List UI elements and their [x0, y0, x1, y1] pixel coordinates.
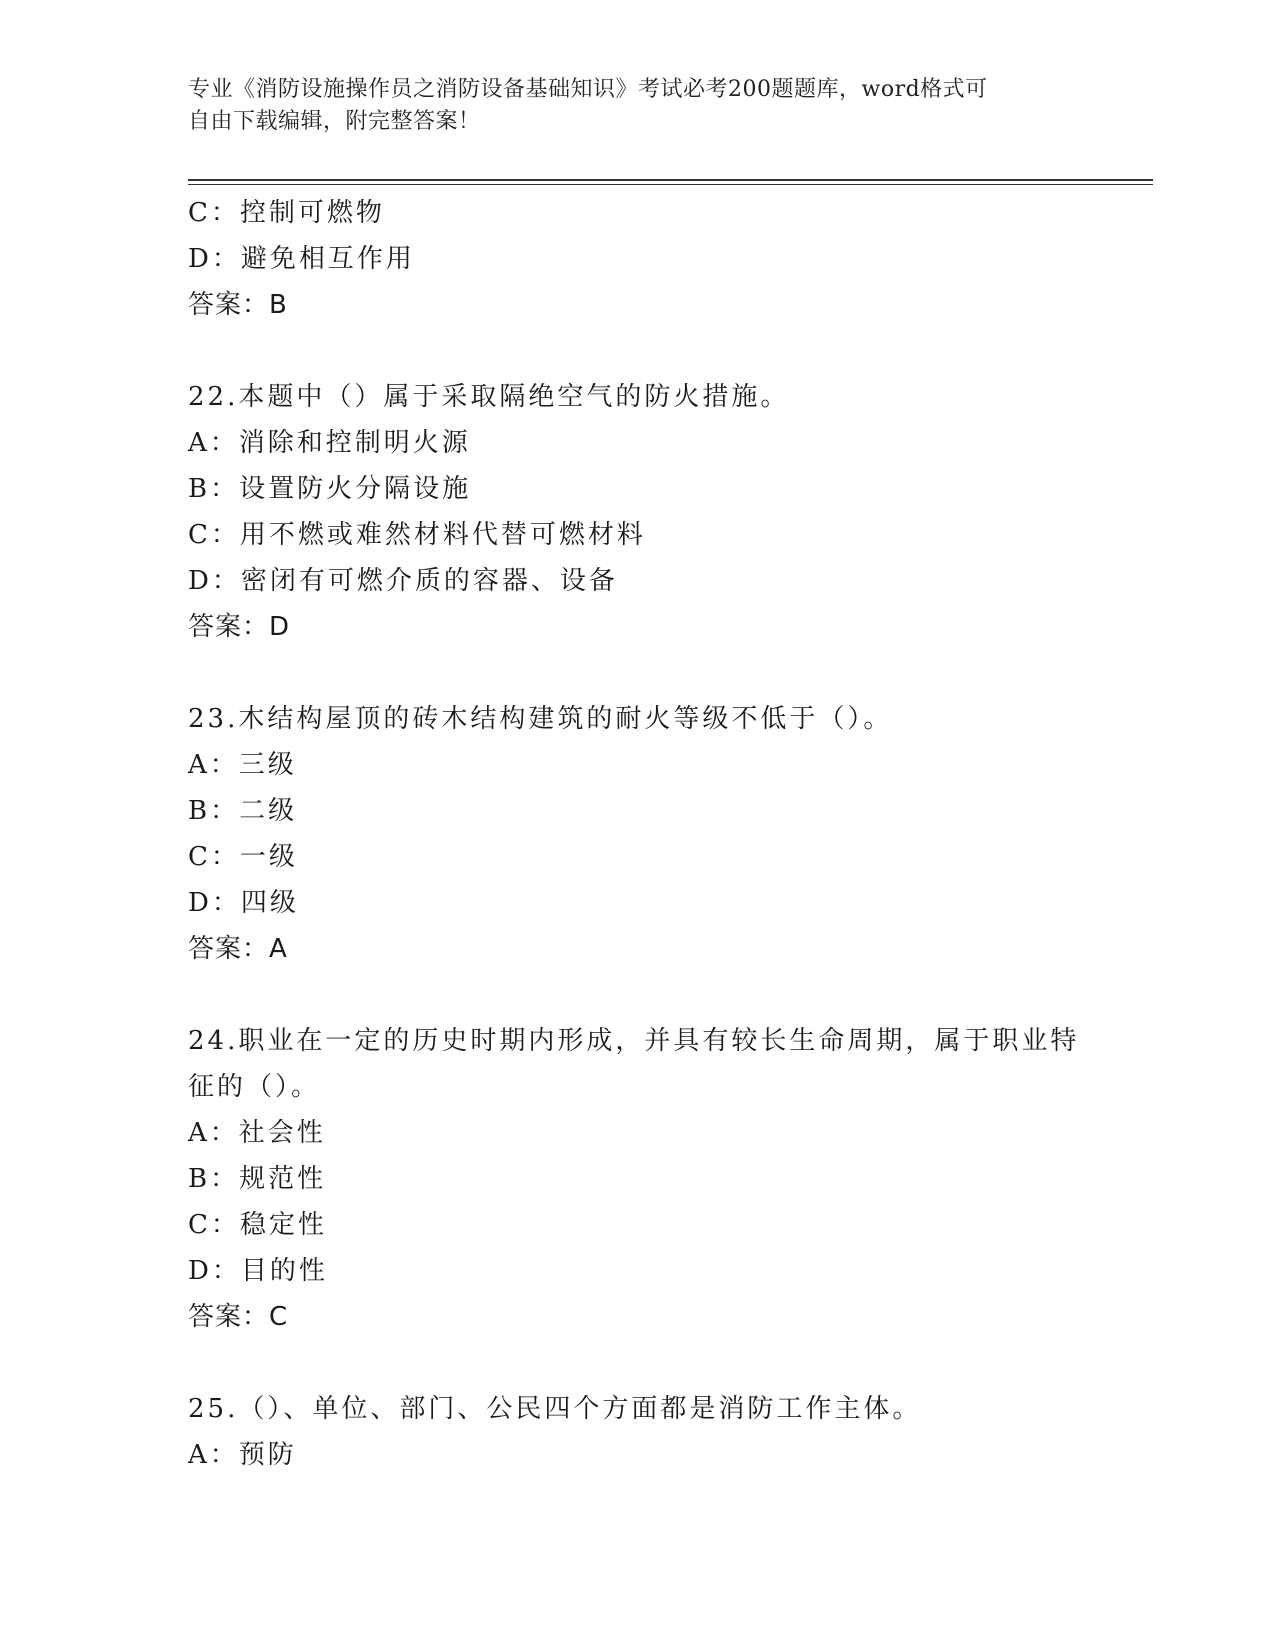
option-b: B：二级 — [188, 796, 298, 826]
spacer — [188, 650, 1088, 696]
option-d: D：密闭有可燃介质的容器、设备 — [188, 566, 618, 596]
question-stem: 22.本题中（）属于采取隔绝空气的防火措施。 — [188, 382, 790, 412]
page-header — [188, 74, 1078, 138]
header-divider — [188, 179, 1153, 181]
option-b: B：设置防火分隔设施 — [188, 474, 472, 504]
option-a: A：三级 — [188, 750, 297, 780]
answer-line: 答案：D — [188, 612, 291, 642]
option-c: C：控制可燃物 — [188, 198, 385, 228]
spacer — [188, 328, 1088, 374]
question-21-continued — [188, 190, 1088, 328]
option-c: C：用不燃或难然材料代替可燃材料 — [188, 520, 646, 550]
spacer — [188, 1340, 1088, 1386]
question-stem: 23.木结构屋顶的砖木结构建筑的耐火等级不低于（）。 — [188, 704, 893, 734]
option-d: D：四级 — [188, 888, 299, 918]
option-a: A：社会性 — [188, 1118, 326, 1148]
option-d: D：目的性 — [188, 1256, 328, 1286]
header-divider-thin — [188, 184, 1153, 185]
answer-line: 答案：B — [188, 290, 288, 320]
question-24 — [188, 1018, 1088, 1340]
option-c: C：一级 — [188, 842, 298, 872]
spacer — [188, 972, 1088, 1018]
question-stem-continued: 征的（）。 — [188, 1072, 321, 1102]
option-a: A：消除和控制明火源 — [188, 428, 471, 458]
question-list — [188, 190, 1088, 1478]
header-line: 专业《消防设施操作员之消防设备基础知识》考试必考200题题库，word格式可 — [188, 77, 988, 102]
answer-line: 答案：A — [188, 934, 288, 964]
answer-line: 答案：C — [188, 1302, 289, 1332]
question-stem: 25.（）、单位、部门、公民四个方面都是消防工作主体。 — [188, 1394, 922, 1424]
question-22 — [188, 374, 1088, 650]
question-23 — [188, 696, 1088, 972]
option-b: B：规范性 — [188, 1164, 327, 1194]
option-c: C：稳定性 — [188, 1210, 327, 1240]
option-a: A：预防 — [188, 1440, 297, 1470]
option-d: D：避免相互作用 — [188, 244, 415, 274]
header-line: 自由下载编辑，附完整答案！ — [188, 109, 481, 134]
question-stem: 24.职业在一定的历史时期内形成，并具有较长生命周期，属于职业特 — [188, 1026, 1080, 1056]
question-25 — [188, 1386, 1088, 1478]
